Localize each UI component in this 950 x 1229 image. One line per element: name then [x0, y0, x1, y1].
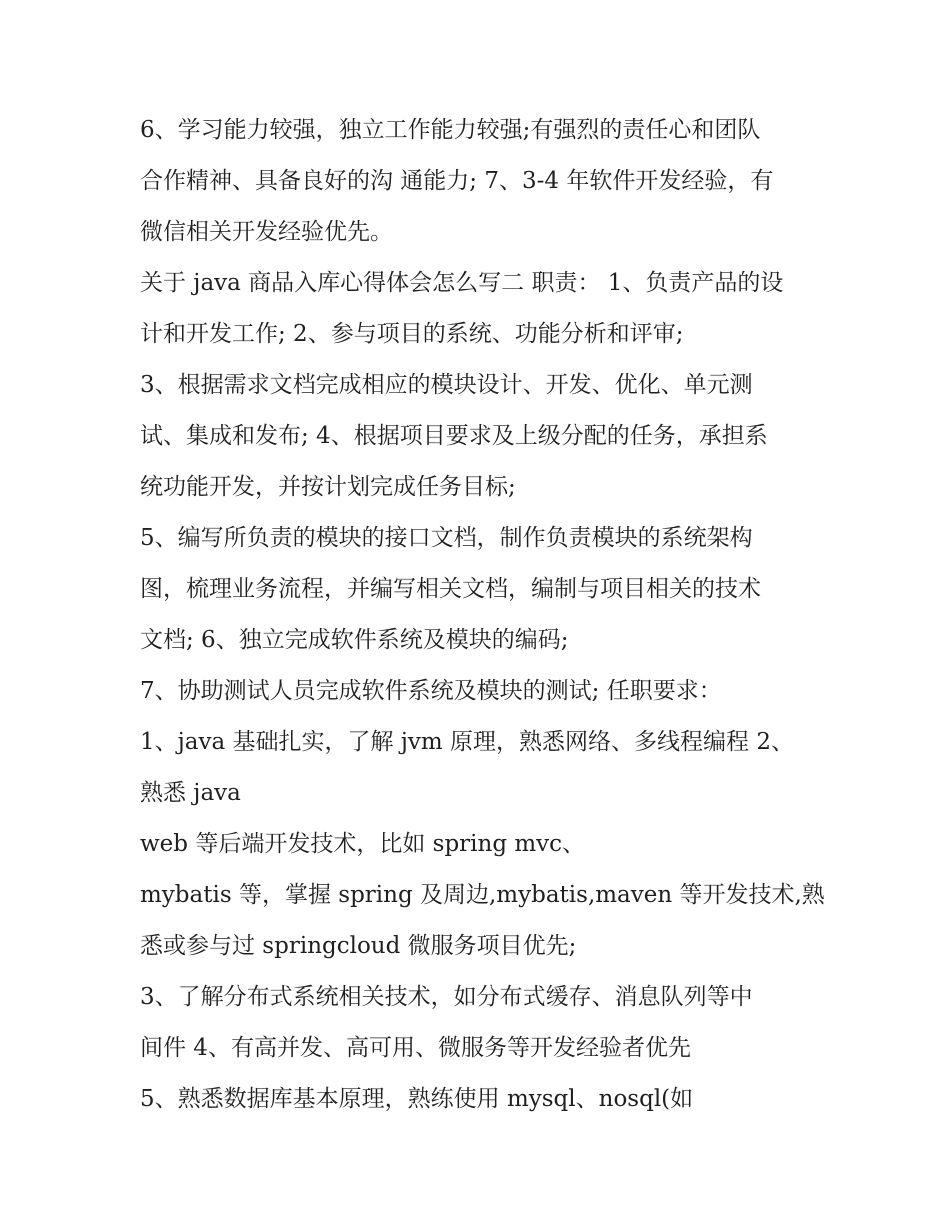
- text-line: 5、熟悉数据库基本原理，熟练使用 mysql、nosql(如: [140, 1086, 694, 1112]
- text-line: 关于 java 商品入库心得体会怎么写二 职责： 1、负责产品的设: [140, 270, 784, 296]
- text-line: 3、根据需求文档完成相应的模块设计、开发、优化、单元测: [140, 372, 753, 398]
- text-line: 1、java 基础扎实，了解 jvm 原理，熟悉网络、多线程编程 2、: [140, 729, 794, 755]
- text-line: 计和开发工作; 2、参与项目的系统、功能分析和评审;: [140, 321, 684, 347]
- text-line: 图，梳理业务流程，并编写相关文档，编制与项目相关的技术: [140, 576, 761, 602]
- text-line: 6、学习能力较强，独立工作能力较强;有强烈的责任心和团队: [140, 117, 761, 143]
- text-line: 3、了解分布式系统相关技术，如分布式缓存、消息队列等中: [140, 984, 753, 1010]
- text-line: 统功能开发，并按计划完成任务目标;: [140, 474, 516, 500]
- text-line: 试、集成和发布; 4、根据项目要求及上级分配的任务，承担系: [140, 423, 768, 449]
- text-line: 文档; 6、独立完成软件系统及模块的编码;: [140, 627, 569, 653]
- text-line: 5、编写所负责的模块的接口文档，制作负责模块的系统架构: [140, 525, 753, 551]
- text-line: mybatis 等，掌握 spring 及周边,mybatis,maven 等开发技术,熟: [140, 882, 825, 908]
- text-line: 熟悉 java: [140, 780, 241, 806]
- text-line: 间件 4、有高并发、高可用、微服务等开发经验者优先: [140, 1035, 691, 1061]
- text-line: web 等后端开发技术，比如 spring mvc、: [140, 831, 586, 857]
- text-line: 合作精神、具备良好的沟 通能力; 7、3-4 年软件开发经验，有: [140, 168, 774, 194]
- text-line: 微信相关开发经验优先。: [140, 219, 393, 245]
- text-line: 悉或参与过 springcloud 微服务项目优先;: [140, 933, 577, 959]
- text-line: 7、协助测试人员完成软件系统及模块的测试; 任职要求：: [140, 678, 722, 704]
- document-body: [140, 105, 830, 1125]
